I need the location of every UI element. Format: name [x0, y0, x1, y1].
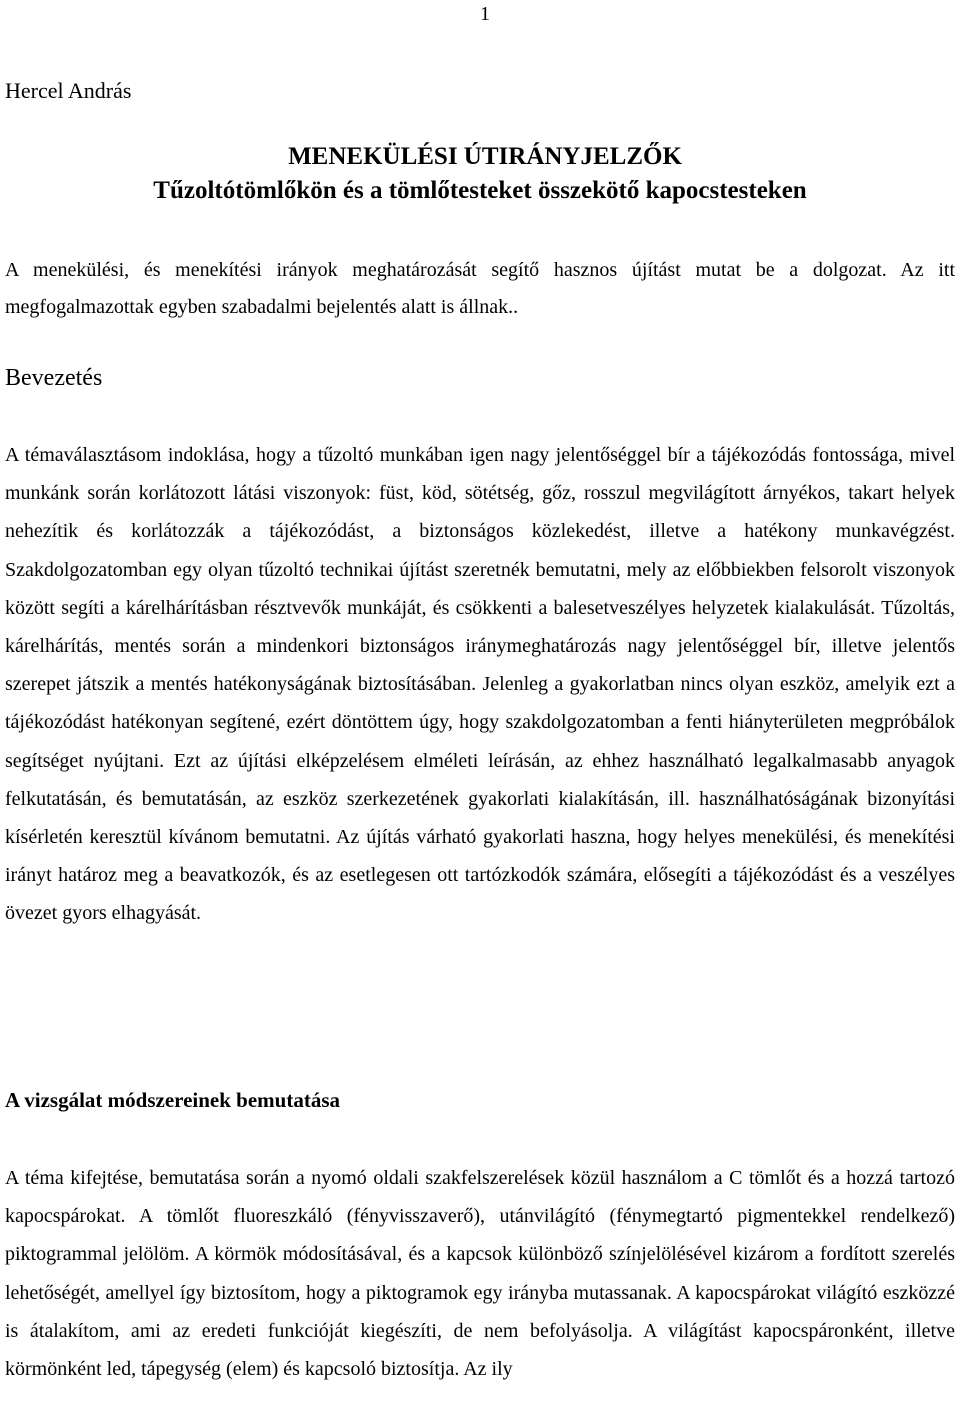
title-line-2: Tűzoltótömlőkön és a tömlőtesteket összekötő kapocstesteken: [153, 177, 807, 204]
bevezetes-paragraph: A témaválasztásom indoklása, hogy a tűzoltó munkában igen nagy jelentőséggel bír a tájékozódás fontossága, mivel munkánk során korlátozott látási viszonyok: füst, köd, sötétség, gőz, rosszul megvilágított árnyékos, takart helyek nehezítik és korlátozzák a tájékozódást, a biztonságos közlekedést, illetve a hatékony munkavégzést. Szakdolgozatomban egy olyan tűzoltó technikai újítást szeretnék bemutatni, mely az előbbiekben felsorolt viszonyok között segíti a kárelhárításban résztvevők munkáját, és csökkenti a balesetveszélyes helyzetek kialakulását. Tűzoltás, kárelhárítás, mentés során a mindenkori biztonságos iránymeghatározás nagy jelentőséggel bír, illetve jelentős szerepet játszik a mentés hatékonyságának biztosításában. Jelenleg a gyakorlatban nincs olyan eszköz, amelyik ezt a tájékozódást hatékonyan segítené, ezért döntöttem úgy, hogy szakdolgozatomban a fenti hiányterületen megpróbálok segítséget nyújtani. Ezt az újítási elképzelésem elméleti leírásán, az ehhez használható legalkalmasabb anyagok felkutatásán, és bemutatásán, az eszköz szerkezetének gyakorlati kialakításán, ill. használhatóságának bizonyítási kísérletén keresztül kívánom bemutatni. Az újítás várható gyakorlati haszna, hogy helyes menekülési, és menekítési irányt határoz meg a beavatkozók, és az esetlegesen ott tartózkodók számára, elősegíti a tájékozódást és a veszélyes övezet gyors elhagyását.: [5, 444, 955, 925]
author-name: Hercel András: [5, 78, 132, 103]
page-number: 1: [480, 3, 490, 25]
document-title: [0, 140, 960, 208]
section-heading-bevezetes: Bevezetés: [5, 365, 103, 391]
section-heading-modszerek: A vizsgálat módszereinek bemutatása: [5, 1088, 341, 1112]
title-line-1: MENEKÜLÉSI ÚTIRÁNYJELZŐK: [288, 143, 682, 170]
intro-paragraph: A menekülési, és menekítési irányok meghatározását segítő hasznos újítást mutat be a dolgozat. Az itt megfogalmazottak egyben szabadalmi bejelentés alatt is állnak..: [5, 259, 955, 318]
modszerek-paragraph: A téma kifejtése, bemutatása során a nyomó oldali szakfelszerelések közül használom a C tömlőt és a hozzá tartozó kapocspárokat. A tömlőt fluoreszkáló (fényvisszaverő), utánvilágító (fénymegtartó pigmentekkel rendelkező) piktogrammal jelölöm. A körmök módosításával, és a kapcsok különböző színjelölésével kizárom a fordított szerelés lehetőségét, amellyel így biztosítom, hogy a piktogramok egy irányba mutassanak. A kapocspárokat világító eszközzé is átalakítom, ami az eredeti funkcióját kiegészíti, de nem befolyásolja. A világítást kapocspáronként, illetve körmönként led, tápegység (elem) és kapcsoló biztosítja. Az ily: [5, 1167, 955, 1381]
